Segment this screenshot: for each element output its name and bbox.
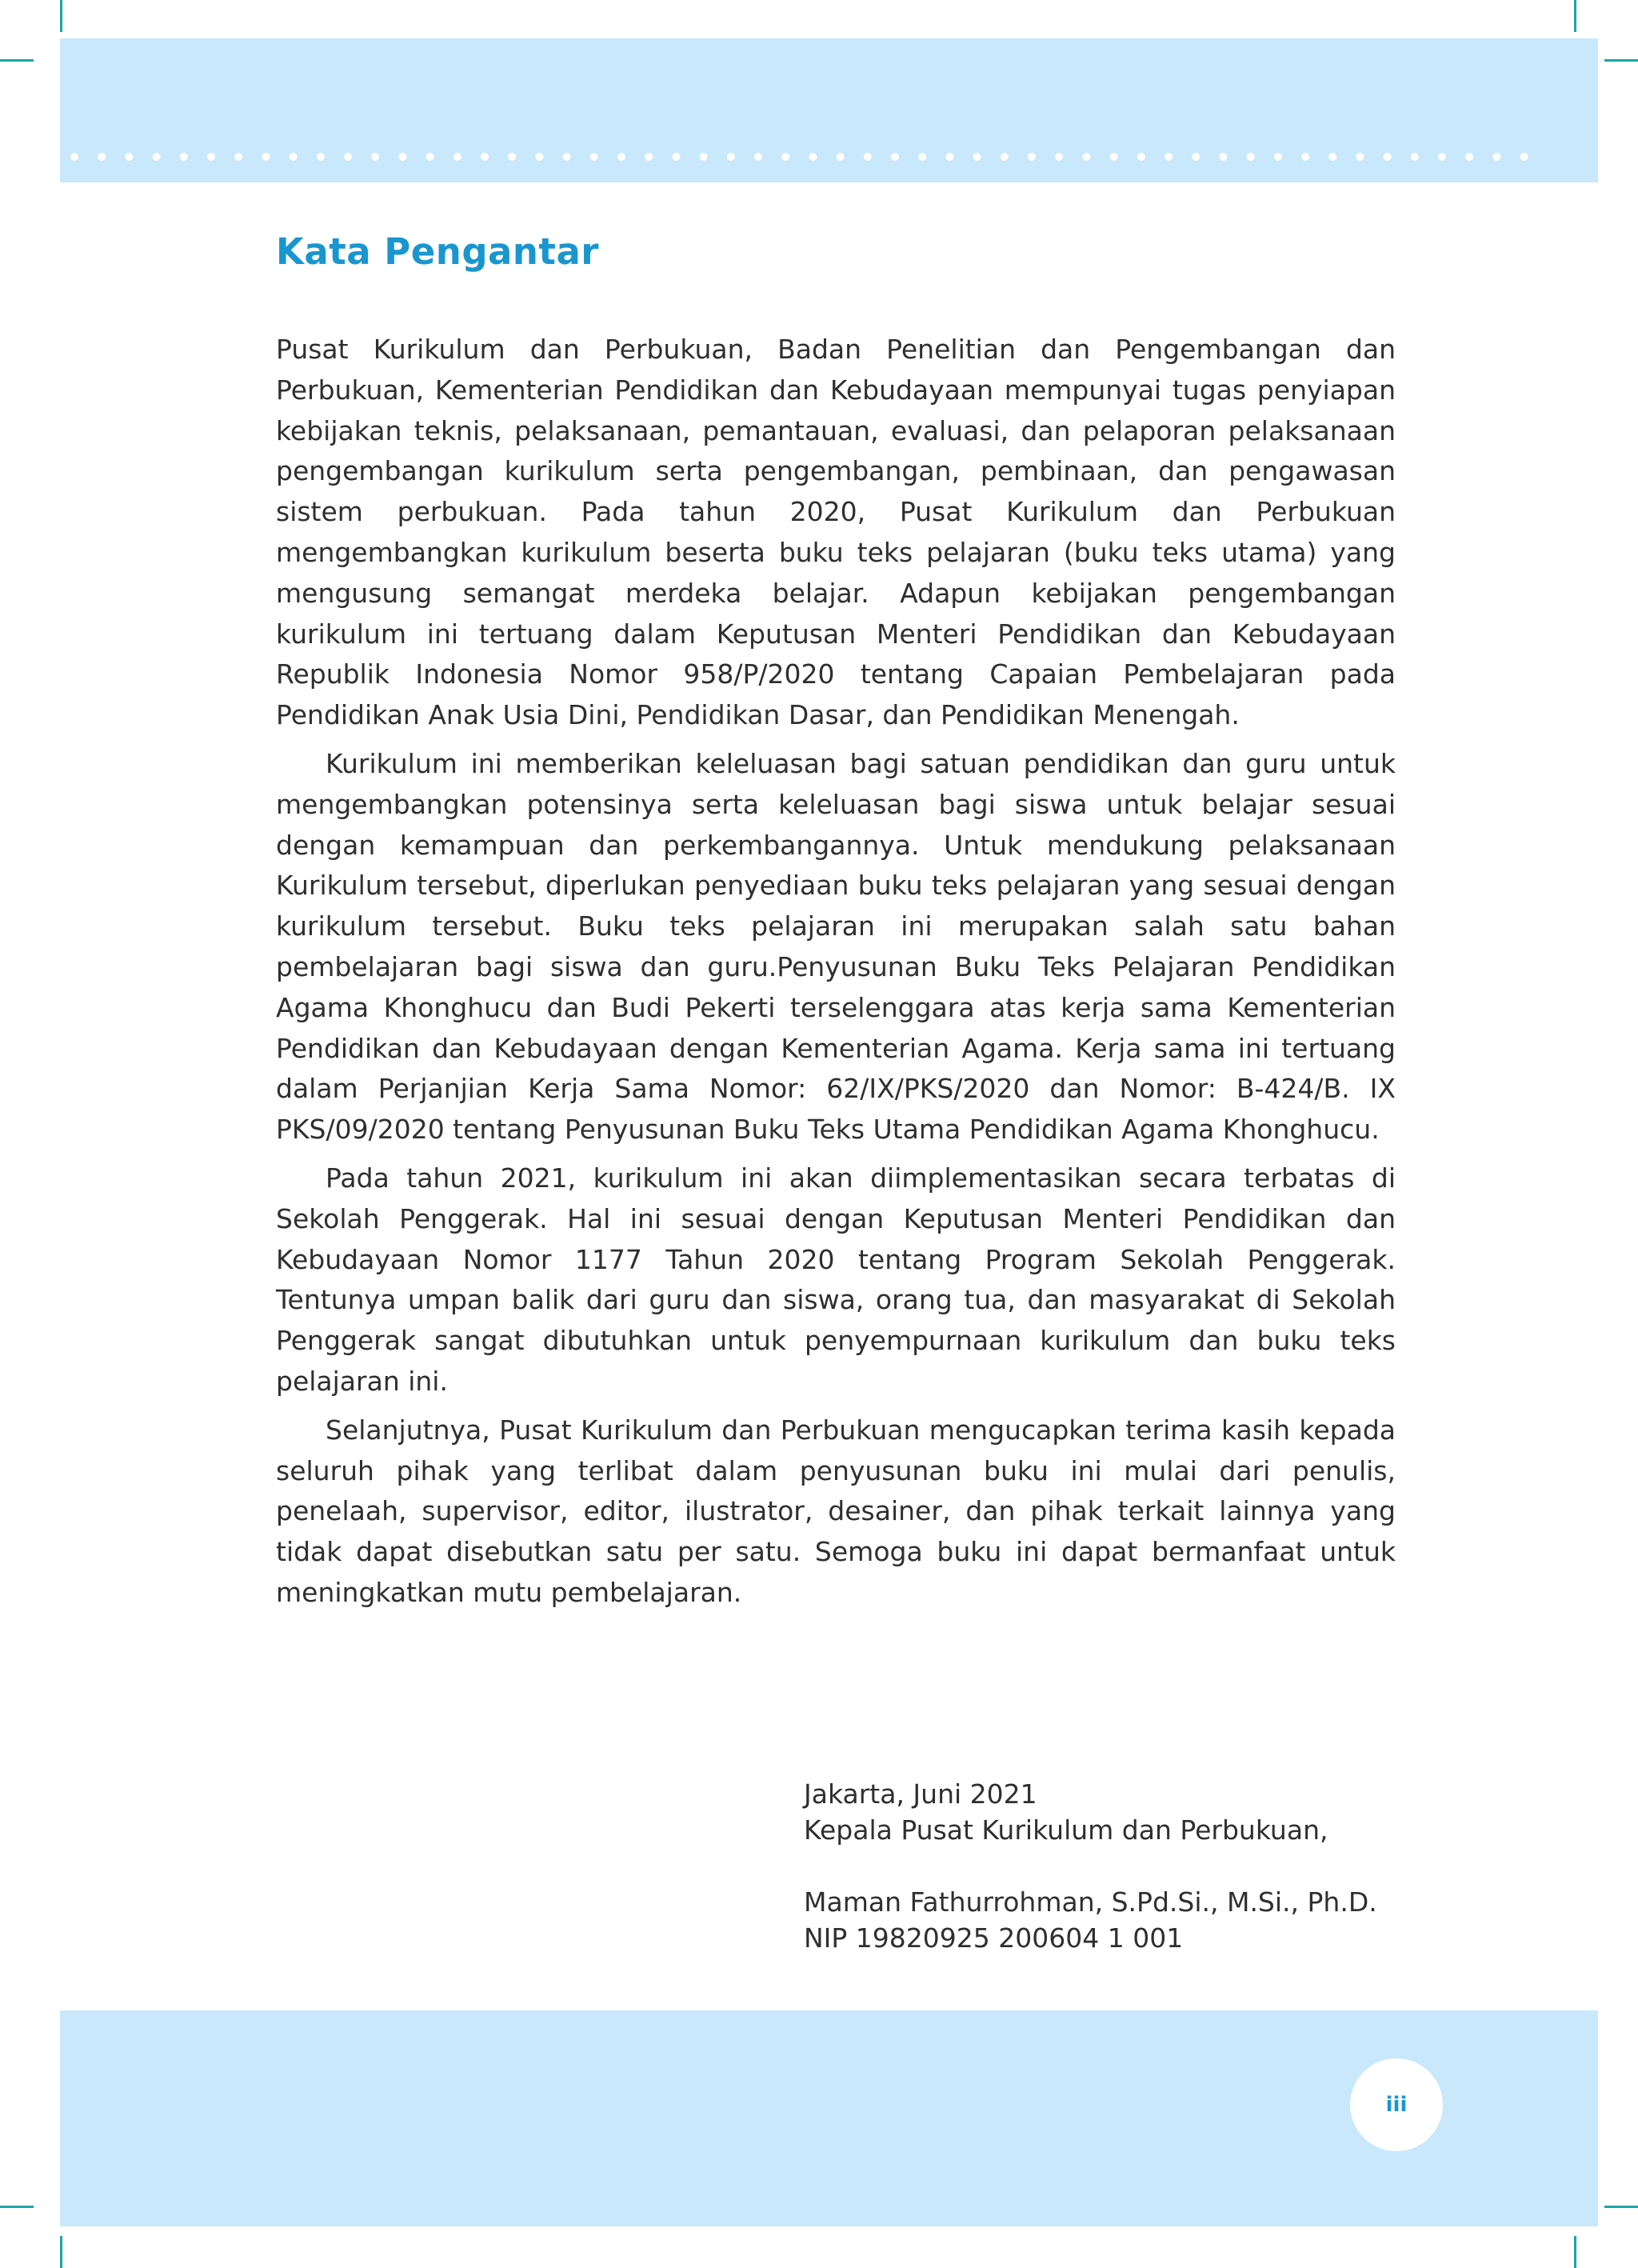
dot (672, 153, 680, 161)
dot (70, 153, 78, 161)
paragraph-4: Selanjutnya, Pusat Kurikulum dan Perbukuan mengucapkan terima kasih kepada seluruh pihak yang terlibat dalam penyusunan buku ini mulai dari penulis, penelaah, supervisor, editor, ilustrator, desainer, dan pihak terkait lainnya yang tidak dapat disebutkan satu per satu. Semoga buku ini dapat bermanfaat untuk meningkatkan mutu pembelajaran. (276, 1414, 1396, 1608)
body-text (276, 330, 1396, 1622)
dot (563, 153, 571, 161)
dot (945, 153, 953, 161)
dot (1055, 153, 1063, 161)
dot (864, 153, 872, 161)
dot (125, 153, 133, 161)
dot (1192, 153, 1200, 161)
dot (809, 153, 817, 161)
crop-mark-bottom-right-vertical (1574, 2236, 1576, 2268)
dot (398, 153, 406, 161)
paragraph-1: Pusat Kurikulum dan Perbukuan, Badan Penelitian dan Pengembangan dan Perbukuan, Kementerian Pendidikan dan Kebudayaan mempunyai tugas penyiapan kebijakan teknis, pelaksanaan, pemantauan, evaluasi, dan pelaporan pelaksanaan pengembangan kurikulum serta pengembangan, pembinaan, dan pengawasan sistem perbukuan. Pada tahun 2020, Pusat Kurikulum dan Perbukuan mengembangkan kurikulum beserta buku teks pelajaran (buku teks utama) yang mengusung semangat merdeka belajar. Adapun kebijakan pengembangan kurikulum ini tertuang dalam Keputusan Menteri Pendidikan dan Kebudayaan Republik Indonesia Nomor 958/P/2020 tentang Capaian Pembelajaran pada Pendidikan Anak Usia Dini, Pendidikan Dasar, dan Pendidikan Menengah. (276, 334, 1396, 731)
signature-gap (804, 1848, 1444, 1884)
page-title: Kata Pengantar (276, 230, 600, 273)
dot (837, 153, 845, 161)
dot (180, 153, 188, 161)
header-band (60, 38, 1598, 182)
dot (918, 153, 926, 161)
dot (700, 153, 708, 161)
crop-mark-top-right-horizontal (1604, 59, 1638, 62)
dot (1301, 153, 1309, 161)
dot (508, 153, 516, 161)
dot (645, 153, 653, 161)
crop-mark-top-right-vertical (1574, 0, 1576, 32)
crop-mark-bottom-right-horizontal (1604, 2206, 1638, 2208)
dot (1438, 153, 1446, 161)
dot (1001, 153, 1009, 161)
dot (98, 153, 106, 161)
paragraph-2: Kurikulum ini memberikan keleluasan bagi satuan pendidikan dan guru untuk mengembangkan potensinya serta keleluasan bagi siswa untuk belajar sesuai dengan kemampuan dan perkembangannya. Untuk mendukung pelaksanaan Kurikulum tersebut, diperlukan penyediaan buku teks pelajaran yang sesuai dengan kurikulum tersebut. Buku teks pelajaran ini merupakan salah satu bahan pembelajaran bagi siswa dan guru.Penyusunan Buku Teks Pelajaran Pendidikan Agama Khonghucu dan Budi Pekerti terselenggara atas kerja sama Kementerian Pendidikan dan Kebudayaan dengan Kementerian Agama. Kerja sama ini tertuang dalam Perjanjian Kerja Sama Nomor: 62/IX/PKS/2020 dan Nomor: B-424/B. IX PKS/09/2020 tentang Penyusunan Buku Teks Utama Pendidikan Agama Khonghucu. (276, 747, 1396, 1146)
dot (1137, 153, 1145, 161)
dot (1110, 153, 1118, 161)
dot (1411, 153, 1419, 161)
page-number: iii (1350, 2058, 1443, 2151)
dot (891, 153, 899, 161)
dot (754, 153, 762, 161)
dot (1465, 153, 1473, 161)
dot (317, 153, 325, 161)
dot (1247, 153, 1255, 161)
dot (1356, 153, 1364, 161)
crop-mark-bottom-left-vertical (60, 2236, 62, 2268)
dot (1520, 153, 1528, 161)
dot (453, 153, 461, 161)
dot (262, 153, 270, 161)
dot (617, 153, 625, 161)
dot (1492, 153, 1500, 161)
dot (290, 153, 298, 161)
dot (590, 153, 598, 161)
dot (1082, 153, 1090, 161)
crop-mark-bottom-left-horizontal (0, 2206, 34, 2208)
dot (344, 153, 352, 161)
dot (1328, 153, 1336, 161)
crop-mark-top-left-horizontal (0, 59, 34, 62)
dot (1219, 153, 1227, 161)
dot (207, 153, 215, 161)
dot (426, 153, 434, 161)
dot (153, 153, 161, 161)
dot (727, 153, 735, 161)
dot (1274, 153, 1282, 161)
dot (535, 153, 543, 161)
crop-mark-top-left-vertical (60, 0, 62, 32)
dot (371, 153, 379, 161)
signature-nip: NIP 19820925 200604 1 001 (804, 1922, 1184, 1954)
dot (1384, 153, 1392, 161)
dot (481, 153, 489, 161)
dot (1028, 153, 1036, 161)
dot (1165, 153, 1173, 161)
dot (781, 153, 789, 161)
signature-position: Kepala Pusat Kurikulum dan Perbukuan, (804, 1814, 1328, 1846)
dotted-line-decoration (60, 147, 1598, 166)
paragraph-3: Pada tahun 2021, kurikulum ini akan diimplementasikan secara terbatas di Sekolah Penggerak. Hal ini sesuai dengan Keputusan Menteri Pendidikan dan Kebudayaan Nomor 1177 Tahun 2020 tentang Program Sekolah Penggerak. Tentunya umpan balik dari guru dan siswa, orang tua, dan masyarakat di Sekolah Penggerak sangat dibutuhkan untuk penyempurnaan kurikulum dan buku teks pelajaran ini. (276, 1162, 1396, 1397)
signature-place-date: Jakarta, Juni 2021 (804, 1778, 1037, 1810)
signature-block (804, 1776, 1444, 1956)
signature-name: Maman Fathurrohman, S.Pd.Si., M.Si., Ph.D. (804, 1886, 1377, 1918)
dot (973, 153, 981, 161)
dot (234, 153, 242, 161)
